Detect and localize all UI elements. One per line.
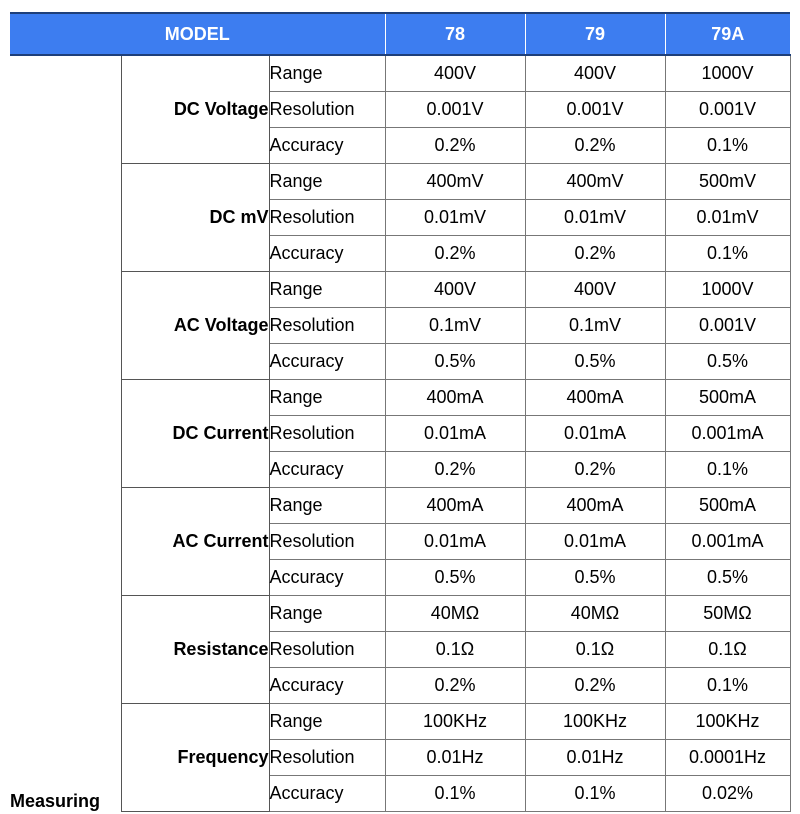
param-label: Accuracy [269, 344, 385, 380]
value-cell: 400V [385, 272, 525, 308]
value-cell: 1000V [665, 55, 790, 92]
param-label: Resolution [269, 92, 385, 128]
value-cell: 0.1% [665, 668, 790, 704]
table-row [10, 272, 790, 308]
value-cell: 0.5% [665, 560, 790, 596]
value-cell: 400V [525, 272, 665, 308]
table-row [10, 596, 790, 632]
spec-body [10, 55, 790, 812]
param-label: Accuracy [269, 128, 385, 164]
value-cell: 0.001mA [665, 416, 790, 452]
header-model-79a: 79A [665, 13, 790, 55]
value-cell: 0.01Hz [385, 740, 525, 776]
value-cell: 0.2% [385, 236, 525, 272]
header-row [10, 13, 790, 55]
value-cell: 0.01mV [525, 200, 665, 236]
value-cell: 0.5% [525, 560, 665, 596]
param-label: Accuracy [269, 452, 385, 488]
category-label: Frequency [121, 704, 269, 812]
value-cell: 0.5% [665, 344, 790, 380]
value-cell: 0.001V [525, 92, 665, 128]
value-cell: 0.2% [525, 128, 665, 164]
spec-table [10, 12, 791, 812]
category-label: Resistance [121, 596, 269, 704]
param-label: Resolution [269, 740, 385, 776]
category-label: AC Voltage [121, 272, 269, 380]
category-label: DC Voltage [121, 55, 269, 164]
param-label: Range [269, 55, 385, 92]
value-cell: 400mA [525, 488, 665, 524]
table-row [10, 55, 790, 92]
value-cell: 0.1Ω [665, 632, 790, 668]
value-cell: 0.01mV [385, 200, 525, 236]
param-label: Range [269, 596, 385, 632]
value-cell: 0.02% [665, 776, 790, 812]
param-label: Resolution [269, 524, 385, 560]
value-cell: 0.5% [525, 344, 665, 380]
value-cell: 0.1% [665, 236, 790, 272]
value-cell: 400mA [525, 380, 665, 416]
value-cell: 500mA [665, 380, 790, 416]
value-cell: 0.2% [525, 668, 665, 704]
value-cell: 0.01Hz [525, 740, 665, 776]
param-label: Range [269, 380, 385, 416]
value-cell: 100KHz [385, 704, 525, 740]
value-cell: 0.1mV [525, 308, 665, 344]
value-cell: 100KHz [525, 704, 665, 740]
value-cell: 0.5% [385, 560, 525, 596]
value-cell: 40MΩ [385, 596, 525, 632]
category-label: DC Current [121, 380, 269, 488]
value-cell: 0.2% [385, 452, 525, 488]
table-row [10, 164, 790, 200]
value-cell: 400mA [385, 380, 525, 416]
value-cell: 0.1Ω [385, 632, 525, 668]
value-cell: 100KHz [665, 704, 790, 740]
header-model-78: 78 [385, 13, 525, 55]
value-cell: 0.0001Hz [665, 740, 790, 776]
param-label: Resolution [269, 632, 385, 668]
param-label: Resolution [269, 200, 385, 236]
param-label: Accuracy [269, 236, 385, 272]
value-cell: 0.1Ω [525, 632, 665, 668]
value-cell: 0.01mV [665, 200, 790, 236]
category-label: DC mV [121, 164, 269, 272]
value-cell: 0.1% [525, 776, 665, 812]
value-cell: 0.001V [665, 92, 790, 128]
value-cell: 0.1% [665, 128, 790, 164]
value-cell: 400V [385, 55, 525, 92]
value-cell: 0.001V [385, 92, 525, 128]
category-label: AC Current [121, 488, 269, 596]
param-label: Range [269, 488, 385, 524]
table-row [10, 488, 790, 524]
param-label: Range [269, 704, 385, 740]
param-label: Resolution [269, 308, 385, 344]
value-cell: 0.01mA [385, 416, 525, 452]
value-cell: 0.01mA [525, 416, 665, 452]
value-cell: 400mV [525, 164, 665, 200]
table-row [10, 704, 790, 740]
value-cell: 0.1% [385, 776, 525, 812]
value-cell: 0.001V [665, 308, 790, 344]
value-cell: 40MΩ [525, 596, 665, 632]
table-row [10, 380, 790, 416]
value-cell: 400mV [385, 164, 525, 200]
value-cell: 0.01mA [385, 524, 525, 560]
param-label: Accuracy [269, 560, 385, 596]
value-cell: 0.2% [525, 452, 665, 488]
value-cell: 0.01mA [525, 524, 665, 560]
param-label: Range [269, 164, 385, 200]
value-cell: 0.2% [525, 236, 665, 272]
value-cell: 0.2% [385, 668, 525, 704]
param-label: Accuracy [269, 668, 385, 704]
value-cell: 0.1mV [385, 308, 525, 344]
value-cell: 0.2% [385, 128, 525, 164]
value-cell: 1000V [665, 272, 790, 308]
value-cell: 400mA [385, 488, 525, 524]
header-model: MODEL [10, 13, 385, 55]
param-label: Range [269, 272, 385, 308]
value-cell: 0.5% [385, 344, 525, 380]
value-cell: 50MΩ [665, 596, 790, 632]
value-cell: 400V [525, 55, 665, 92]
value-cell: 500mV [665, 164, 790, 200]
header-model-79: 79 [525, 13, 665, 55]
param-label: Accuracy [269, 776, 385, 812]
value-cell: 0.1% [665, 452, 790, 488]
section-label: Measuring [10, 790, 101, 811]
value-cell: 0.001mA [665, 524, 790, 560]
param-label: Resolution [269, 416, 385, 452]
value-cell: 500mA [665, 488, 790, 524]
